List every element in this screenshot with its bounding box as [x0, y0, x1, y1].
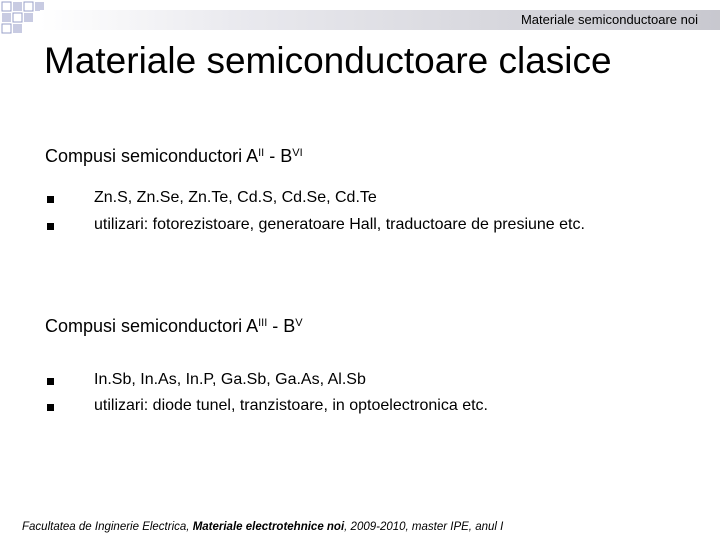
section-heading-sup: VI [292, 146, 303, 159]
header-subtitle: Materiale semiconductoare noi [520, 12, 698, 27]
section-heading-2 [45, 316, 303, 337]
list-item: utilizari: diode tunel, tranzistoare, in optoelectronica etc. [94, 397, 488, 414]
footer-text: , 2009-2010, master IPE, anul I [344, 521, 504, 533]
section-heading-middle: - B [264, 146, 293, 166]
section-heading-middle: - B [267, 316, 296, 336]
slide-title: Materiale semiconductoare clasice [44, 40, 612, 81]
slide-footer [22, 521, 503, 533]
section-heading-prefix: Compusi semiconductori A [45, 316, 259, 336]
bullet-icon [47, 404, 54, 411]
list-item: utilizari: fotorezistoare, generatoare Hall, traductoare de presiune etc. [94, 216, 585, 233]
section-heading-sup: III [258, 316, 268, 329]
bullet-icon [47, 223, 54, 230]
section-heading-1 [45, 146, 303, 167]
footer-course-title: Materiale electrotehnice noi [192, 521, 345, 533]
bullet-icon [47, 196, 54, 203]
section-heading-prefix: Compusi semiconductori A [45, 146, 259, 166]
bullet-icon [47, 378, 54, 385]
footer-text: Facultatea de Inginerie Electrica, [22, 521, 193, 533]
section-heading-sup: V [295, 316, 303, 329]
section-heading-sup: II [258, 146, 265, 159]
list-item: In.Sb, In.As, In.P, Ga.Sb, Ga.As, Al.Sb [94, 371, 366, 388]
list-item: Zn.S, Zn.Se, Zn.Te, Cd.S, Cd.Se, Cd.Te [94, 189, 377, 206]
